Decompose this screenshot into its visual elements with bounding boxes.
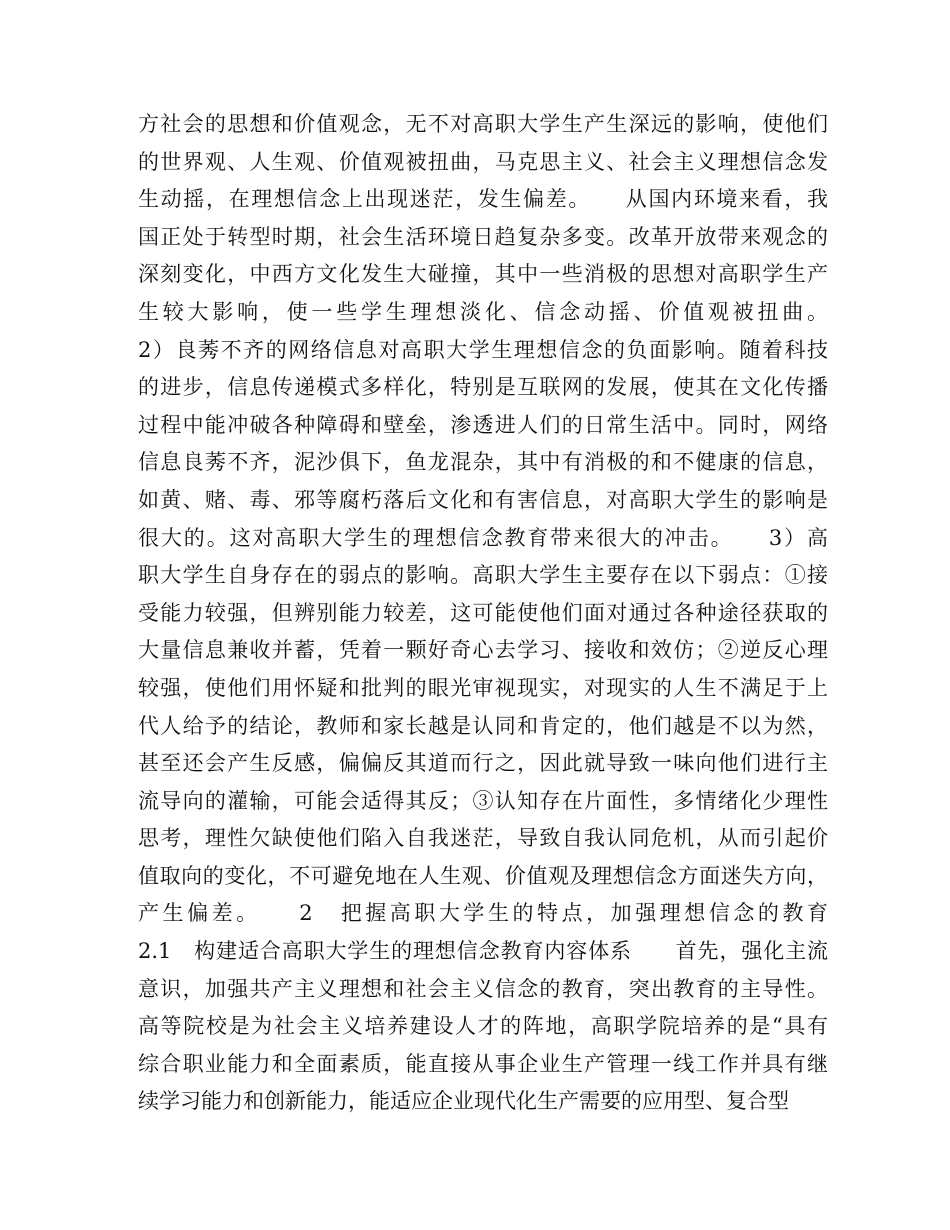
text-line: 产生偏差。 2 把握高职大学生的特点，加强理想信念的教育 (138, 901, 828, 926)
text-line: 思考，理性欠缺使他们陷入自我迷茫，导致自我认同危机，从而引起价 (138, 826, 828, 851)
text-line: 的进步，信息传递模式多样化，特别是互联网的发展，使其在文化传播 (138, 375, 828, 400)
body-text (138, 106, 828, 1121)
text-line: 代人给予的结论，教师和家长越是认同和肯定的，他们越是不以为然， (138, 713, 828, 738)
text-line: 续学习能力和创新能力，能适应企业现代化生产需要的应用型、复合型 (138, 1089, 789, 1114)
text-line: 2）良莠不齐的网络信息对高职大学生理想信念的负面影响。随着科技 (138, 337, 828, 362)
text-line: 生较大影响，使一些学生理想淡化、信念动摇、价值观被扭曲。 (138, 299, 828, 324)
text-line: 如黄、赌、毒、邪等腐朽落后文化和有害信息，对高职大学生的影响是 (138, 487, 828, 512)
text-line: 综合职业能力和全面素质，能直接从事企业生产管理一线工作并具有继 (138, 1051, 828, 1076)
text-line: 方社会的思想和价值观念，无不对高职大学生产生深远的影响，使他们 (138, 112, 828, 136)
text-line: 生动摇，在理想信念上出现迷茫，发生偏差。 从国内环境来看，我 (138, 187, 828, 212)
text-line: 甚至还会产生反感，偏偏反其道而行之，因此就导致一味向他们进行主 (138, 751, 828, 776)
text-line: 受能力较强，但辨别能力较差，这可能使他们面对通过各种途径获取的 (138, 600, 828, 625)
text-line: 值取向的变化，不可避免地在人生观、价值观及理想信念方面迷失方向， (138, 863, 828, 888)
text-line: 大量信息兼收并蓄，凭着一颗好奇心去学习、接收和效仿；②逆反心理 (138, 638, 828, 663)
text-line: 深刻变化，中西方文化发生大碰撞，其中一些消极的思想对高职学生产 (138, 262, 828, 287)
text-line: 的世界观、人生观、价值观被扭曲，马克思主义、社会主义理想信念发 (138, 149, 828, 174)
text-line: 2.1 构建适合高职大学生的理想信念教育内容体系 首先，强化主流 (138, 939, 828, 964)
text-line: 很大的。这对高职大学生的理想信念教育带来很大的冲击。 3）高 (138, 525, 828, 550)
text-line: 职大学生自身存在的弱点的影响。高职大学生主要存在以下弱点：①接 (138, 563, 828, 588)
text-line: 过程中能冲破各种障碍和壁垒，渗透进人们的日常生活中。同时，网络 (138, 412, 828, 437)
text-line: 信息良莠不齐，泥沙俱下，鱼龙混杂，其中有消极的和不健康的信息， (138, 450, 828, 475)
text-line: 高等院校是为社会主义培养建设人才的阵地，高职学院培养的是“具有 (138, 1014, 828, 1039)
text-line: 国正处于转型时期，社会生活环境日趋复杂多变。改革开放带来观念的 (138, 224, 828, 249)
text-line: 流导向的灌输，可能会适得其反；③认知存在片面性，多情绪化少理性 (138, 788, 828, 813)
text-line: 意识，加强共产主义理想和社会主义信念的教育，突出教育的主导性。 (138, 976, 828, 1001)
text-line: 较强，使他们用怀疑和批判的眼光审视现实，对现实的人生不满足于上 (138, 675, 828, 700)
